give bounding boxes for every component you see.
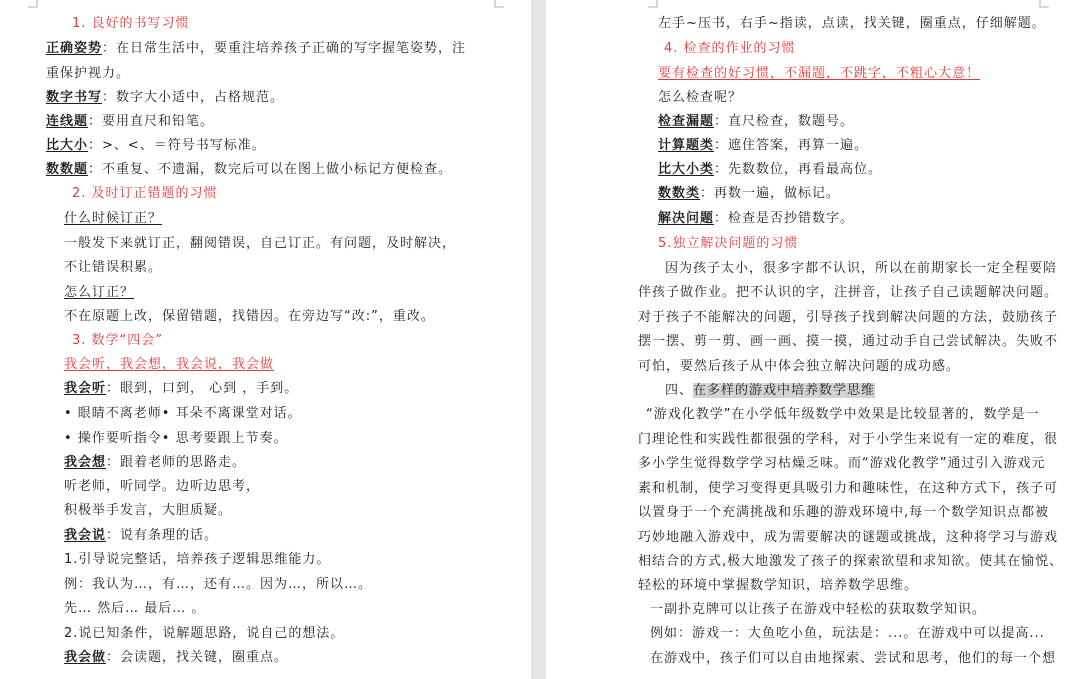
paragraph: “游戏化教学”在小学低年级数学中效果是比较显著的，数学是一 [646,407,1040,422]
term-text: ：再数一遍，做标记。 [700,186,841,201]
paragraph: 可怕，要然后孩子从中体会独立解决问题的成功感。 [638,359,961,374]
term-text: ：数字大小适中，占格规范。 [102,90,285,105]
term-label: 计算题类 [658,138,715,153]
paragraph: 不在原题上改，保留错题，找错因。在旁边写“改:”，重改。 [64,309,435,324]
term-label: 我会做 [64,650,107,665]
paragraph: 以置身于一个充满挑战和乐趣的游戏环境中,每一个数学知识点都被 [638,505,1050,520]
paragraph: 例如：游戏一：大鱼吃小鱼，玩法是：...。在游戏中可以提高... [650,626,1045,641]
term-text: ：检查是否抄错数字。 [714,211,855,226]
term-text: ：在日常生活中，要重注培养孩子正确的写字握笔姿势，注 [102,41,467,56]
paragraph: 因为孩子太小，很多字都不认识，所以在前期家长一定全程要陪 [665,261,1058,276]
page-corner-mark [648,0,658,8]
paragraph: 多小学生觉得数学学习枯燥乏味。而“游戏化教学”通过引入游戏元 [638,456,1046,471]
term-label: 数字书写 [46,90,103,105]
chapter-title: 在多样的游戏中培养数学思维 [693,383,876,398]
chapter-heading [665,382,875,399]
paragraph-continuation: 不让错误积累。 [64,260,163,275]
section-heading: 5.独立解决问题的习惯 [658,236,799,251]
term-label: 检查漏题 [658,114,715,129]
term-label: 我会听 [64,381,107,396]
paragraph-continuation: 左手~压书，右手~指读，点读，找关键，圈重点，仔细解题。 [658,16,1046,31]
term-label: 连线题 [46,114,89,129]
section-heading: 3. 数学“四会” [72,333,164,348]
paragraph: 相结合的方式,极大地激发了孩子的探索欲望和求知欲。使其在愉悦、 [638,554,1064,569]
term-label: 我会说 [64,528,107,543]
page-corner-mark [494,0,504,8]
paragraph: 轻松的环境中掌握数学知识，培养数学思维。 [638,578,919,593]
paragraph: 对于孩子不能解决的问题，引导孩子找到解决问题的方法，鼓励孩子 [638,310,1059,325]
paragraph: 门理论性和实践性都很强的学科，对于小学生来说有一定的难度，很 [638,432,1059,447]
paragraph: 一般发下来就订正，翻阅错误，自己订正。有问题，及时解决， [64,236,457,251]
paragraph [658,185,840,202]
paragraph [46,89,284,106]
paragraph [46,40,466,57]
question: 什么时候订正？ [64,211,163,226]
paragraph [46,161,452,178]
chapter-number: 四、 [665,383,694,398]
term-text: ：遮住答案，再算一遍。 [714,138,869,153]
document-page-left [0,0,531,679]
term-text: ：跟着老师的思路走。 [106,455,247,470]
paragraph [64,380,298,397]
term-label: 比大小 [46,138,89,153]
paragraph: 巧妙地融入游戏中，成为需要解决的谜题或挑战，这种将学习与游戏 [638,530,1059,545]
paragraph: 伴孩子做作业。把不认识的字，注拼音，让孩子自己读题解决问题。 [638,285,1059,300]
term-text: ：眼到，口到， 心到 ，手到。 [106,381,299,396]
paragraph [46,137,266,154]
bullet-item: • 眼睛不离老师• 耳朵不离课堂对话。 [64,406,302,421]
paragraph [658,161,882,178]
term-text: ：要用直尺和铅笔。 [88,114,215,129]
paragraph-continuation: 重保护视力。 [46,66,131,81]
paragraph [46,113,214,130]
paragraph: 先… 然后… 最后… 。 [64,601,206,616]
paragraph: 1.引导说完整话，培养孩子逻辑思维能力。 [64,552,331,567]
term-label: 解决问题 [658,211,715,226]
page-corner-mark [28,0,38,8]
question: 怎么订正？ [64,285,135,300]
section-heading: 1. 良好的书写习惯 [72,16,190,31]
slogan: 我会听，我会想，我会说，我会做 [64,357,275,372]
term-text: ：>、<、＝符号书写标准。 [88,138,266,153]
slogan: 要有检查的好习惯，不漏题，不跳字，不粗心大意！ [658,66,981,81]
section-heading: 2. 及时订正错题的习惯 [72,186,218,201]
term-text: ：说有条理的话。 [106,528,219,543]
section-heading: 4. 检查的作业的习惯 [664,41,796,56]
paragraph [658,137,868,154]
paragraph [64,527,218,544]
paragraph [64,454,246,471]
paragraph: 例：我认为…，有…，还有…。因为…，所以…。 [64,577,373,592]
bullet-item: • 操作要听指令• 思考要跟上节奏。 [64,431,288,446]
paragraph: 摆一摆、剪一剪、画一画、摸一摸，通过动手自己尝试解决。失败不 [638,334,1059,349]
term-text: ：直尺检查，数题号。 [714,114,855,129]
page-corner-mark [1039,0,1049,8]
term-text: ：先数数位，再看最高位。 [714,162,883,177]
term-label: 比大小类 [658,162,715,177]
term-label: 我会想 [64,455,107,470]
paragraph [658,113,854,130]
paragraph: 听老师，听同学。边听边思考， [64,479,261,494]
paragraph: 一副扑克牌可以让孩子在游戏中轻松的获取数学知识。 [650,602,987,617]
term-text: ：不重复、不遗漏，数完后可以在图上做小标记方便检查。 [88,162,453,177]
term-text: ：会读题，找关键，圈重点。 [106,650,289,665]
document-page-right [546,0,1080,679]
paragraph: 积极举手发言，大胆质疑。 [64,503,233,518]
paragraph: 怎么检查呢？ [658,90,743,105]
term-label: 数数类 [658,186,701,201]
paragraph [64,649,288,666]
paragraph: 2.说已知条件，说解题思路，说自己的想法。 [64,626,345,641]
term-label: 正确姿势 [46,41,103,56]
paragraph: 在游戏中，孩子们可以自由地探索、尝试和思考，他们的每一个想 [650,651,1057,666]
term-label: 数数题 [46,162,89,177]
paragraph [658,210,854,227]
paragraph: 素和机制，使学习变得更具吸引力和趣味性，在这种方式下，孩子可 [638,481,1059,496]
